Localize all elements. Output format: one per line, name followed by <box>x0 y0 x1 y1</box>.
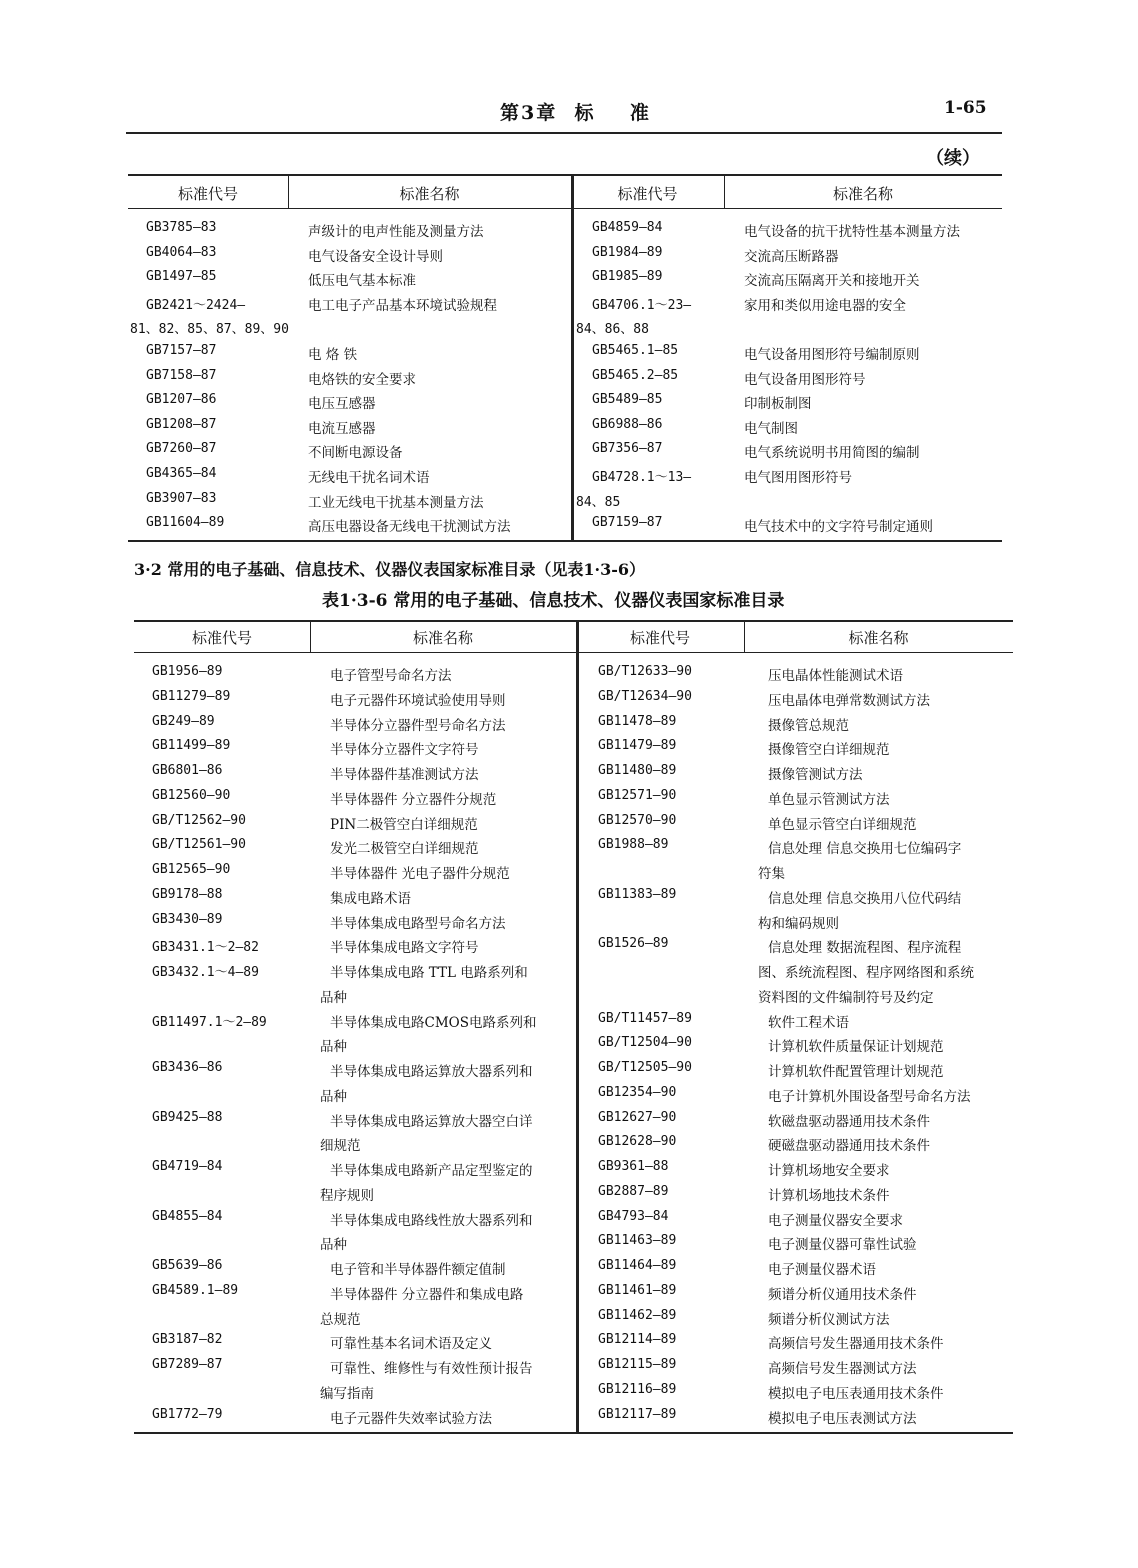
standard-code: GB12116—89 <box>598 1381 677 1397</box>
standard-code: GB5639—86 <box>152 1258 223 1273</box>
standard-code: GB/T12505—90 <box>598 1060 692 1075</box>
standard-code: GB/T12633—90 <box>598 664 692 679</box>
standard-code: GB1526—89 <box>598 936 669 952</box>
standard-name: 高频信号发生器通用技术条件 <box>768 1336 944 1353</box>
standard-code: GB1984—89 <box>592 244 663 260</box>
standard-name: 电子管和半导体器件额定值制 <box>330 1262 506 1278</box>
column-header: 标准代号 <box>617 185 678 203</box>
standard-code: GB4706.1～23— <box>592 297 692 313</box>
standard-code: GB12565—90 <box>152 862 231 877</box>
table-column-rule <box>576 620 579 1432</box>
standard-name: 发光二极管空白详细规范 <box>330 841 479 858</box>
standard-name: 电 烙 铁 <box>308 347 358 363</box>
standard-name: 低压电气基本标准 <box>308 273 416 290</box>
standard-name: 半导体器件 分立器件和集成电路 <box>330 1286 524 1303</box>
standard-name: 压电晶体性能测试术语 <box>768 668 903 684</box>
standard-code: GB12117—89 <box>598 1406 677 1422</box>
standard-name: 半导体分立器件文字符号 <box>330 742 479 759</box>
standard-name: 品种 <box>320 1237 347 1254</box>
standard-name: 品种 <box>320 1088 347 1105</box>
standard-code: GB5465.2—85 <box>592 367 679 383</box>
standard-code: GB/T12562—90 <box>152 812 246 828</box>
standard-name: 电子测量仪器可靠性试验 <box>768 1237 917 1254</box>
standard-name: 电子测量仪器术语 <box>768 1262 876 1278</box>
standard-name: 编写指南 <box>320 1385 374 1402</box>
standard-code: GB4855—84 <box>152 1208 223 1224</box>
standard-code: GB12560—90 <box>152 787 231 803</box>
column-header: 标准名称 <box>848 629 909 647</box>
standard-name: 电流互感器 <box>308 420 376 437</box>
standard-name: 电工电子产品基本环境试验规程 <box>308 297 497 314</box>
standard-code: GB3436—86 <box>152 1060 223 1075</box>
standard-code: GB1772—79 <box>152 1406 223 1422</box>
standard-code: GB4719—84 <box>152 1159 223 1174</box>
standard-code: GB12628—90 <box>598 1134 677 1150</box>
table-top-rule <box>128 174 1002 176</box>
standard-name: 家用和类似用途电器的安全 <box>744 297 906 314</box>
column-header: 标准名称 <box>412 629 473 647</box>
standard-code: GB4589.1—89 <box>152 1282 239 1298</box>
standard-name: 电子测量仪器安全要求 <box>768 1212 903 1229</box>
standard-code: GB9425—88 <box>152 1109 223 1125</box>
standard-code: 81、82、85、87、89、90 <box>130 322 289 338</box>
standard-name: 信息处理 信息交换用八位代码结 <box>768 890 962 907</box>
standard-name: 电子管型号命名方法 <box>330 668 452 684</box>
standard-code: GB7157—87 <box>146 343 217 358</box>
standard-code: 84、86、88 <box>576 322 649 338</box>
standard-name: 摄像管空白详细规范 <box>768 742 890 759</box>
table-header-rule <box>134 652 1013 653</box>
standard-code: GB7159—87 <box>592 515 663 531</box>
standard-name: 频谱分析仪测试方法 <box>768 1311 890 1328</box>
standard-code: GB1988—89 <box>598 837 669 853</box>
standard-name: 电子计算机外围设备型号命名方法 <box>768 1088 971 1105</box>
standard-code: GB11383—89 <box>598 886 677 902</box>
standard-name: 半导体集成电路CMOS电路系列和 <box>330 1014 537 1031</box>
standard-name: 信息处理 信息交换用七位编码字 <box>768 841 962 858</box>
standard-name: 半导体集成电路文字符号 <box>330 940 479 957</box>
standard-name: 集成电路术语 <box>330 890 411 907</box>
page-number: 1-65 <box>944 98 987 118</box>
standard-name: 电气图用图形符号 <box>744 470 852 486</box>
standard-code: GB12570—90 <box>598 812 677 828</box>
standard-name: 半导体分立器件型号命名方法 <box>330 717 506 734</box>
column-header: 标准名称 <box>399 185 460 203</box>
standard-name: 半导体集成电路线性放大器系列和 <box>330 1212 533 1229</box>
standard-name: 交流高压隔离开关和接地开关 <box>744 273 920 290</box>
standard-name: 单色显示管空白详细规范 <box>768 816 917 833</box>
standard-code: GB1207—86 <box>146 392 217 408</box>
standard-name: 品种 <box>320 1039 347 1056</box>
standard-name: 电气技术中的文字符号制定通则 <box>744 519 933 536</box>
standard-name: 计算机场地技术条件 <box>768 1187 890 1204</box>
standard-name: 可靠性基本名词术语及定义 <box>330 1336 492 1353</box>
standard-code: GB1208—87 <box>146 416 217 432</box>
standard-name: 半导体集成电路型号命名方法 <box>330 915 506 932</box>
standard-name: 计算机软件质量保证计划规范 <box>768 1039 944 1056</box>
standard-name: 电气设备的抗干扰特性基本测量方法 <box>744 224 960 240</box>
standard-name: 声级计的电声性能及测量方法 <box>308 224 484 240</box>
continued-label: （续） <box>926 148 980 169</box>
column-header: 标准代号 <box>191 629 252 647</box>
standard-code: GB7356—87 <box>592 441 663 457</box>
standard-name: 摄像管总规范 <box>768 717 849 734</box>
standard-name: 资料图的文件编制符号及约定 <box>758 989 934 1006</box>
standard-name: 单色显示管测试方法 <box>768 791 890 808</box>
standard-name: 半导体集成电路 TTL 电路系列和 <box>330 965 528 981</box>
column-header: 标准代号 <box>177 185 238 203</box>
standard-name: 高压电器设备无线电干扰测试方法 <box>308 519 511 536</box>
standard-name: 符集 <box>758 866 785 882</box>
standard-name: 软磁盘驱动器通用技术条件 <box>768 1113 930 1130</box>
standard-code: GB/T11457—89 <box>598 1010 692 1026</box>
standard-code: GB6988—86 <box>592 416 663 432</box>
standard-name: 硬磁盘驱动器通用技术条件 <box>768 1138 930 1155</box>
standard-code: GB4793—84 <box>598 1208 669 1224</box>
standard-name: 电烙铁的安全要求 <box>308 371 416 388</box>
standard-code: GB11604—89 <box>146 515 225 531</box>
table-column-rule <box>571 174 574 540</box>
standard-name: 无线电干扰名词术语 <box>308 470 430 486</box>
standard-code: GB7158—87 <box>146 367 217 383</box>
standard-name: 图、系统流程图、程序网络图和系统 <box>758 965 974 981</box>
standard-code: GB4859—84 <box>592 220 663 235</box>
standard-code: GB11478—89 <box>598 713 677 729</box>
standard-code: GB6801—86 <box>152 763 223 778</box>
standard-code: GB/T12634—90 <box>598 688 692 704</box>
standard-code: GB12115—89 <box>598 1357 677 1372</box>
standard-code: GB11497.1～2—89 <box>152 1014 267 1030</box>
standard-code: GB12114—89 <box>598 1332 677 1348</box>
standard-name: 电气设备安全设计导则 <box>308 248 443 265</box>
standard-name: 信息处理 数据流程图、程序流程 <box>768 940 962 957</box>
standard-name: 电压互感器 <box>308 396 376 413</box>
standard-name: 软件工程术语 <box>768 1014 849 1031</box>
standard-name: 压电晶体电弹常数测试方法 <box>768 692 930 709</box>
standard-name: 计算机软件配置管理计划规范 <box>768 1064 944 1080</box>
standard-name: 电子元器件失效率试验方法 <box>330 1410 492 1427</box>
standard-code: GB9178—88 <box>152 886 223 902</box>
table-header-rule <box>128 208 1002 209</box>
standard-code: GB3907—83 <box>146 490 217 506</box>
table-top-rule <box>134 620 1013 622</box>
standard-name: 电气设备用图形符号编制原则 <box>744 347 920 363</box>
standard-code: GB11464—89 <box>598 1258 677 1273</box>
table-bottom-rule <box>128 540 1002 542</box>
standard-code: GB12571—90 <box>598 787 677 803</box>
standard-code: GB3431.1～2—82 <box>152 940 259 956</box>
standard-code: GB3430—89 <box>152 911 223 927</box>
standard-name: PIN二极管空白详细规范 <box>330 816 478 833</box>
standard-code: GB1956—89 <box>152 664 223 679</box>
chapter-title: 第3章 标 准 <box>500 102 651 124</box>
standard-code: GB4365—84 <box>146 466 217 481</box>
standard-name: 细规范 <box>320 1138 361 1155</box>
standard-name: 电气制图 <box>744 420 798 437</box>
standard-name: 电气设备用图形符号 <box>744 371 866 388</box>
standard-code: GB1497—85 <box>146 269 217 285</box>
standard-code: GB2887—89 <box>598 1183 669 1199</box>
column-header: 标准名称 <box>832 185 893 203</box>
standard-name: 半导体器件基准测试方法 <box>330 767 479 783</box>
standard-name: 程序规则 <box>320 1187 374 1204</box>
standard-name: 印制板制图 <box>744 396 812 413</box>
table-bottom-rule <box>134 1432 1013 1434</box>
standard-name: 模拟电子电压表通用技术条件 <box>768 1385 944 1402</box>
standard-code: GB5465.1—85 <box>592 343 679 358</box>
standard-name: 品种 <box>320 989 347 1006</box>
standard-code: 84、85 <box>576 494 621 510</box>
standard-name: 构和编码规则 <box>758 915 839 932</box>
standard-code: GB12354—90 <box>598 1084 677 1100</box>
standard-code: GB11479—89 <box>598 738 677 754</box>
standard-name: 摄像管测试方法 <box>768 767 863 783</box>
standard-code: GB4064—83 <box>146 244 217 260</box>
standard-code: GB3432.1～4—89 <box>152 965 259 980</box>
standard-code: GB11461—89 <box>598 1282 677 1298</box>
standard-code: GB3785—83 <box>146 220 217 235</box>
standard-name: 频谱分析仪通用技术条件 <box>768 1286 917 1303</box>
standard-name: 总规范 <box>320 1311 361 1328</box>
standard-code: GB9361—88 <box>598 1159 669 1174</box>
table-caption: 表1·3-6 常用的电子基础、信息技术、仪器仪表国家标准目录 <box>322 591 785 611</box>
standard-code: GB4728.1～13— <box>592 470 692 485</box>
column-header: 标准代号 <box>629 629 690 647</box>
standard-code: GB249—89 <box>152 713 215 729</box>
standard-code: GB/T12561—90 <box>152 837 246 853</box>
standard-name: 半导体器件 光电子器件分规范 <box>330 866 510 882</box>
standard-code: GB11499—89 <box>152 738 231 754</box>
standard-name: 高频信号发生器测试方法 <box>768 1361 917 1377</box>
standard-name: 半导体集成电路运算放大器空白详 <box>330 1113 533 1130</box>
standard-name: 半导体器件 分立器件分规范 <box>330 791 497 808</box>
standard-name: 工业无线电干扰基本测量方法 <box>308 494 484 511</box>
standard-name: 半导体集成电路新产品定型鉴定的 <box>330 1163 533 1179</box>
standard-code: GB/T12504—90 <box>598 1035 692 1051</box>
standard-code: GB11462—89 <box>598 1307 677 1323</box>
standard-code: GB2421～2424— <box>146 297 246 313</box>
standard-code: GB1985—89 <box>592 269 663 285</box>
standard-code: GB11480—89 <box>598 763 677 778</box>
standard-name: 电气系统说明书用简图的编制 <box>744 445 920 462</box>
standard-code: GB7260—87 <box>146 441 217 457</box>
standard-name: 交流高压断路器 <box>744 248 839 265</box>
standard-code: GB11279—89 <box>152 688 231 704</box>
standard-name: 不间断电源设备 <box>308 445 403 462</box>
standard-code: GB5489—85 <box>592 392 663 408</box>
standard-code: GB12627—90 <box>598 1109 677 1125</box>
standard-code: GB11463—89 <box>598 1233 677 1249</box>
standard-code: GB3187—82 <box>152 1332 223 1348</box>
standard-name: 可靠性、维修性与有效性预计报告 <box>330 1361 533 1377</box>
standard-name: 半导体集成电路运算放大器系列和 <box>330 1064 533 1080</box>
standard-name: 电子元器件环境试验使用导则 <box>330 692 506 709</box>
standard-name: 计算机场地安全要求 <box>768 1163 890 1179</box>
standard-code: GB7289—87 <box>152 1357 223 1372</box>
header-rule <box>126 132 1002 134</box>
section-heading: 3·2 常用的电子基础、信息技术、仪器仪表国家标准目录（见表1·3-6） <box>134 560 646 579</box>
standard-name: 模拟电子电压表测试方法 <box>768 1410 917 1427</box>
